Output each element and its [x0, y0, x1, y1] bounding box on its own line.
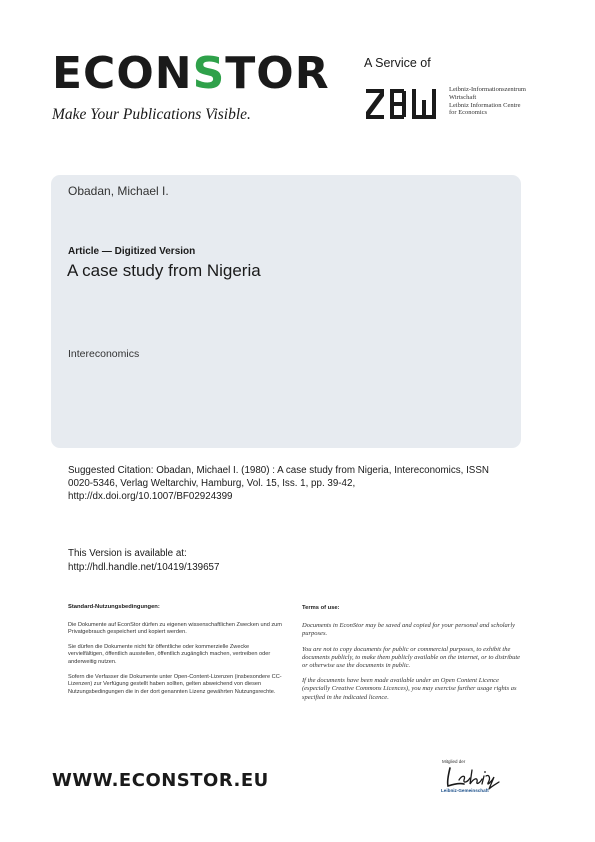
- terms-english-paragraph: If the documents have been made available under an Open Content Licence (especially Creative Commons Licences), you may exercise further usage rights as specified in the indicated licence.: [302, 677, 517, 701]
- leibniz-caption: Leibniz-Gemeinschaft: [441, 788, 489, 793]
- zbw-logo-icon: [364, 86, 444, 122]
- terms-german-paragraph: Die Dokumente auf EconStor dürfen zu eigenen wissenschaftlichen Zwecken und zum Privatgebrauch gespeichert und kopiert werden.: [68, 621, 282, 636]
- tagline: Make Your Publications Visible.: [52, 106, 251, 123]
- terms-english: [302, 604, 522, 709]
- version-label: This Version is available at:: [68, 548, 187, 559]
- zbw-text-line: Leibniz Information Centre: [449, 101, 521, 109]
- econstor-website-link[interactable]: WWW.ECONSTOR.EU: [52, 770, 269, 791]
- terms-german-paragraph: Sofern die Verfasser die Dokumente unter Open-Content-Lizenzen (insbesondere CC-Lizenzen) zur Verfügung gestellt haben sollten, gelten abweichend von diesen Nutzungsbedingungen die in der dort genannten Lizenz gewährten Nutzungsrechte.: [68, 673, 282, 695]
- service-label: A Service of: [364, 56, 431, 70]
- journal-name: Intereconomics: [68, 348, 140, 360]
- terms-german-paragraph: Sie dürfen die Dokumente nicht für öffentliche oder kommerzielle Zwecke vervielfältigen, öffentlich ausstellen, öffentlich zugänglich machen, vertreiben oder anderweitig nutzen.: [68, 643, 271, 665]
- logo-part-s: S: [192, 48, 226, 99]
- author: Obadan, Michael I.: [68, 184, 169, 198]
- terms-english-paragraph: Documents in EconStor may be saved and copied for your personal and scholarly purposes.: [302, 622, 516, 638]
- handle-link[interactable]: http://hdl.handle.net/10419/139657: [68, 561, 220, 573]
- zbw-text-line: Wirtschaft: [449, 93, 477, 101]
- version-info: [68, 547, 508, 574]
- terms-english-heading: Terms of use:: [302, 605, 340, 611]
- terms-german-heading: Standard-Nutzungsbedingungen:: [68, 604, 160, 610]
- document-title: A case study from Nigeria: [67, 261, 261, 280]
- econstor-logo: [52, 48, 330, 99]
- zbw-text-line: for Economics: [449, 109, 488, 117]
- article-type: Article — Digitized Version: [68, 246, 196, 257]
- logo-part-tor: TOR: [225, 48, 330, 99]
- logo-part-econ: ECON: [52, 48, 193, 99]
- suggested-citation: Suggested Citation: Obadan, Michael I. (1980) : A case study from Nigeria, Intereconomics, ISSN 0020-5346, Verlag Weltarchiv, Hamburg, Vol. 15, Iss. 1, pp. 39-42, http://dx.doi.org/10.1007/BF02924399: [68, 465, 489, 502]
- zbw-text-line: Leibniz-Informationszentrum: [449, 86, 526, 93]
- terms-english-paragraph: You are not to copy documents for public or commercial purposes, to exhibit the documents publicly, to make them publicly available on the internet, or to distribute or otherwise use the documents in public.: [302, 645, 521, 670]
- record-card: [51, 175, 521, 448]
- terms-german: [68, 604, 283, 703]
- leibniz-member-label: Mitglied der: [442, 759, 466, 764]
- zbw-name: [449, 86, 526, 117]
